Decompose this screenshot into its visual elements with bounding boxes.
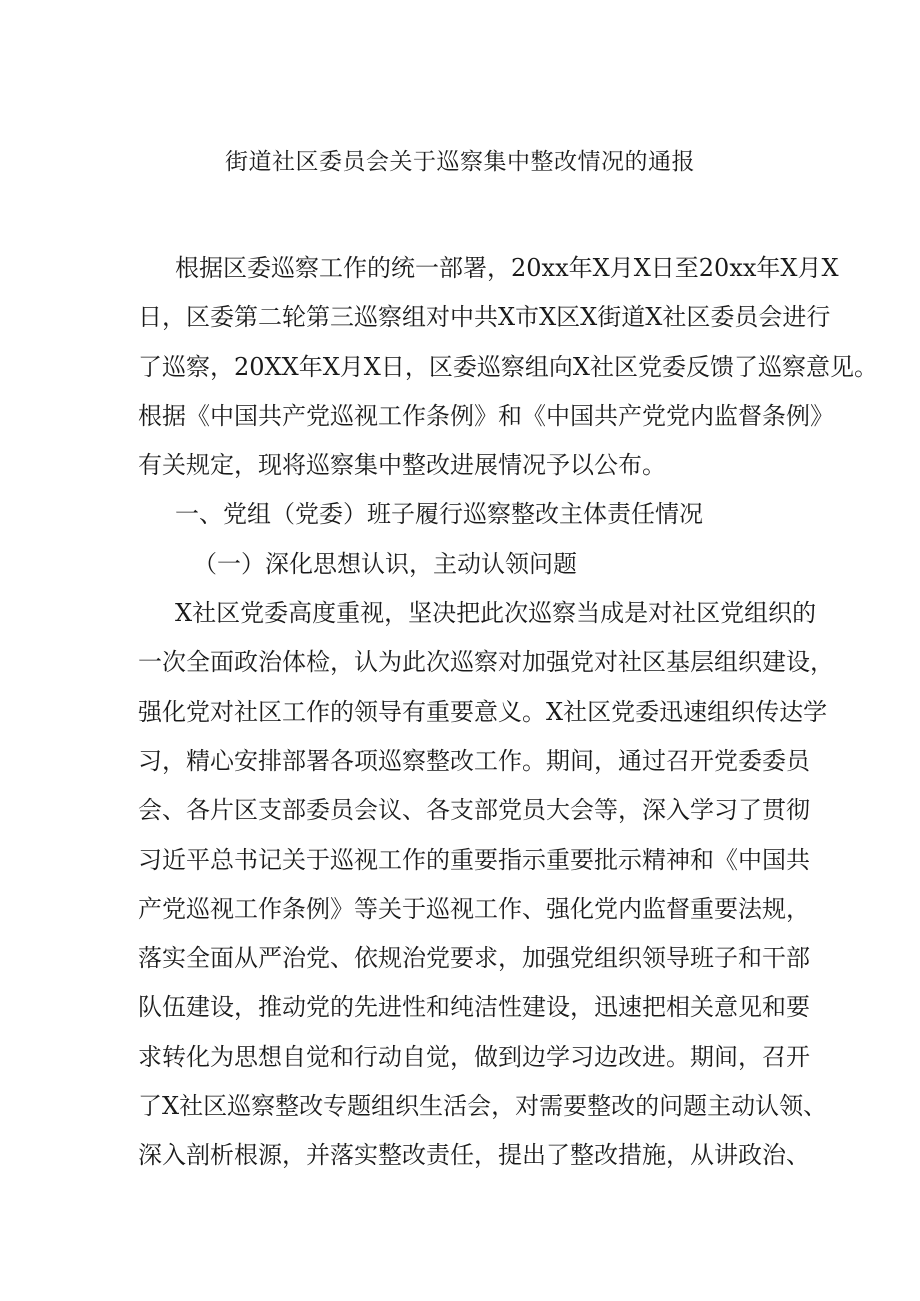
body-line: 落实全面从严治党、依规治党要求，加强党组织领导班子和干部 <box>138 944 810 973</box>
body-line: 深入剖析根源，并落实整改责任，提出了整改措施，从讲政治、 <box>138 1141 810 1170</box>
section-heading: 一、党组（党委）班子履行巡察整改主体责任情况 <box>175 500 703 529</box>
body-line: 了X社区巡察整改专题组织生活会，对需要整改的问题主动认领、 <box>138 1092 828 1121</box>
body-line: X社区党委高度重视，坚决把此次巡察当成是对社区党组织的 <box>175 599 817 628</box>
document-title: 街道社区委员会关于巡察集中整改情况的通报 <box>225 149 695 175</box>
subsection-heading: （一）深化思想认识，主动认领问题 <box>193 549 577 578</box>
body-line: 习，精心安排部署各项巡察整改工作。期间，通过召开党委委员 <box>138 746 810 775</box>
document-body <box>138 244 878 1181</box>
body-line: 有关规定，现将巡察集中整改进展情况予以公布。 <box>138 451 666 480</box>
body-line: 了巡察，20XX年X月X日，区委巡察组向X社区党委反馈了巡察意见。 <box>138 352 878 381</box>
body-line: 产党巡视工作条例》等关于巡视工作、强化党内监督重要法规， <box>138 894 810 923</box>
body-line: 求转化为思想自觉和行动自觉，做到边学习边改进。期间，召开 <box>138 1042 810 1071</box>
body-line: 一次全面政治体检，认为此次巡察对加强党对社区基层组织建设， <box>138 648 834 677</box>
body-line: 根据《中国共产党巡视工作条例》和《中国共产党党内监督条例》 <box>138 401 834 430</box>
body-line: 日，区委第二轮第三巡察组对中共X市X区X街道X社区委员会进行 <box>138 303 831 332</box>
body-line: 习近平总书记关于巡视工作的重要指示重要批示精神和《中国共 <box>138 845 810 874</box>
body-line: 队伍建设，推动党的先进性和纯洁性建设，迅速把相关意见和要 <box>138 993 810 1022</box>
body-line: 强化党对社区工作的领导有重要意义。X社区党委迅速组织传达学 <box>138 697 828 726</box>
body-line: 根据区委巡察工作的统一部署，20xx年X月X日至20xx年X月X <box>175 254 839 282</box>
body-line: 会、各片区支部委员会议、各支部党员大会等，深入学习了贯彻 <box>138 796 810 825</box>
